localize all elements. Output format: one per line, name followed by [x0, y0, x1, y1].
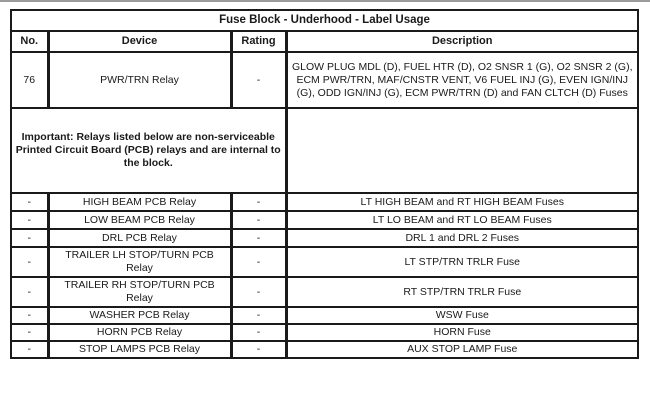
table-row — [11, 247, 638, 277]
cell-no: - — [11, 247, 48, 277]
cell-no: - — [11, 193, 48, 211]
cell-rating: - — [231, 341, 286, 358]
cell-no: - — [11, 341, 48, 358]
window-top-edge — [0, 0, 650, 2]
cell-description: DRL 1 and DRL 2 Fuses — [286, 229, 638, 247]
fuse-block-table — [10, 9, 639, 359]
cell-no: 76 — [11, 52, 48, 108]
cell-rating: - — [231, 229, 286, 247]
cell-device: TRAILER RH STOP/TURN PCB Relay — [48, 277, 231, 307]
cell-description: LT LO BEAM and RT LO BEAM Fuses — [286, 211, 638, 229]
table-row — [11, 324, 638, 341]
cell-description-empty — [286, 108, 638, 193]
col-header-description: Description — [286, 31, 638, 52]
table-title: Fuse Block - Underhood - Label Usage — [11, 10, 638, 31]
cell-no: - — [11, 211, 48, 229]
cell-rating: - — [231, 193, 286, 211]
cell-rating: - — [231, 211, 286, 229]
table-row — [11, 211, 638, 229]
cell-device: LOW BEAM PCB Relay — [48, 211, 231, 229]
table-row — [11, 52, 638, 108]
cell-rating: - — [231, 324, 286, 341]
table-row — [11, 229, 638, 247]
cell-no: - — [11, 324, 48, 341]
table-row — [11, 341, 638, 358]
important-note-row — [11, 108, 638, 193]
cell-rating: - — [231, 277, 286, 307]
cell-device: HORN PCB Relay — [48, 324, 231, 341]
cell-description: RT STP/TRN TRLR Fuse — [286, 277, 638, 307]
table-header-row — [11, 31, 638, 52]
col-header-no: No. — [11, 31, 48, 52]
cell-description: HORN Fuse — [286, 324, 638, 341]
cell-rating: - — [231, 307, 286, 324]
cell-description: AUX STOP LAMP Fuse — [286, 341, 638, 358]
col-header-rating: Rating — [231, 31, 286, 52]
important-note: Important: Relays listed below are non-serviceable Printed Circuit Board (PCB) relays and are internal to the block. — [11, 108, 286, 193]
table-row — [11, 193, 638, 211]
cell-device: HIGH BEAM PCB Relay — [48, 193, 231, 211]
cell-device: DRL PCB Relay — [48, 229, 231, 247]
cell-device: STOP LAMPS PCB Relay — [48, 341, 231, 358]
col-header-device: Device — [48, 31, 231, 52]
cell-description: GLOW PLUG MDL (D), FUEL HTR (D), O2 SNSR 1 (G), O2 SNSR 2 (G), ECM PWR/TRN, MAF/CNSTR VENT, V6 FUEL INJ (G), EVEN IGN/INJ (G), ODD IGN/INJ (G), ECM PWR/TRN (D) and FAN CLTCH (D) Fuses — [286, 52, 638, 108]
cell-device: WASHER PCB Relay — [48, 307, 231, 324]
table-title-row — [11, 10, 638, 31]
cell-rating: - — [231, 247, 286, 277]
cell-no: - — [11, 307, 48, 324]
cell-description: LT HIGH BEAM and RT HIGH BEAM Fuses — [286, 193, 638, 211]
cell-description: LT STP/TRN TRLR Fuse — [286, 247, 638, 277]
cell-no: - — [11, 277, 48, 307]
cell-device: PWR/TRN Relay — [48, 52, 231, 108]
cell-no: - — [11, 229, 48, 247]
cell-rating: - — [231, 52, 286, 108]
cell-device: TRAILER LH STOP/TURN PCB Relay — [48, 247, 231, 277]
cell-description: WSW Fuse — [286, 307, 638, 324]
table-row — [11, 307, 638, 324]
table-row — [11, 277, 638, 307]
